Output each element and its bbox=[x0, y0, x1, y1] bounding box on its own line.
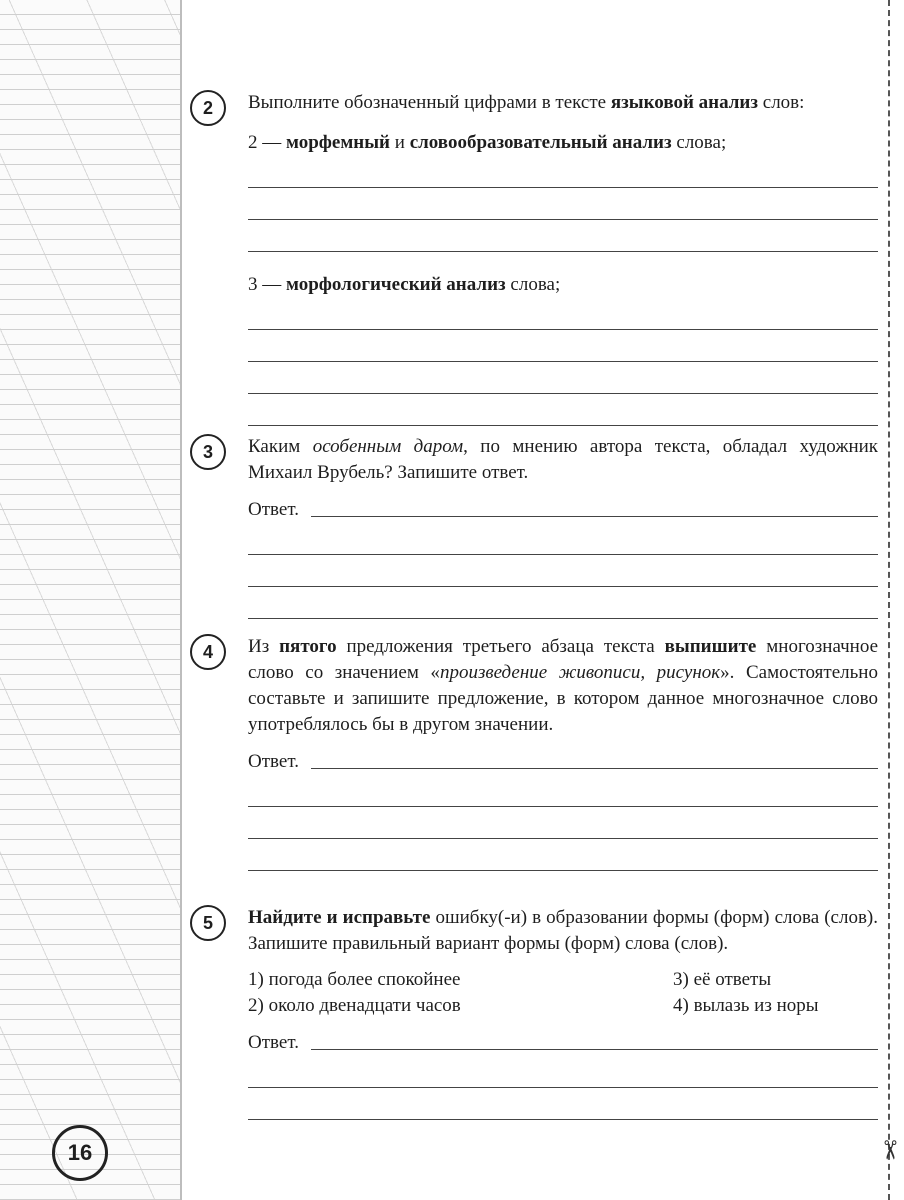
answer-line[interactable] bbox=[248, 1088, 878, 1120]
option-item: 4) вылазь из норы bbox=[673, 995, 819, 1016]
task-2 bbox=[190, 90, 878, 426]
task-number-badge: 4 bbox=[190, 634, 226, 670]
task-5-options bbox=[248, 967, 878, 1019]
answer-line[interactable] bbox=[248, 330, 878, 362]
task-3 bbox=[190, 434, 878, 619]
task-5-instruction: Найдите и исправьте ошибку(-и) в образовании формы (форм) слова (слов). Запишите правильный вариант формы (форм) слова (слов). bbox=[248, 907, 879, 954]
task-2-item-2: 2 — морфемный и словообразовательный анализ слова; bbox=[248, 132, 727, 153]
task-number-badge: 2 bbox=[190, 90, 226, 126]
answer-line[interactable] bbox=[311, 496, 878, 517]
option-item: 2) около двенадцати часов bbox=[248, 995, 461, 1016]
answer-label: Ответ. bbox=[248, 751, 299, 772]
answer-label: Ответ. bbox=[248, 499, 299, 520]
answer-line[interactable] bbox=[248, 1056, 878, 1088]
answer-row[interactable] bbox=[248, 1029, 878, 1056]
option-item: 1) погода более спокойнее bbox=[248, 969, 461, 990]
answer-line[interactable] bbox=[248, 220, 878, 252]
margin-lined-strip bbox=[0, 0, 182, 1200]
answer-line[interactable] bbox=[248, 362, 878, 394]
answer-line[interactable] bbox=[248, 839, 878, 871]
answer-line[interactable] bbox=[311, 748, 878, 769]
answer-line[interactable] bbox=[248, 298, 878, 330]
task-2-item-3: 3 — морфологический анализ слова; bbox=[248, 274, 561, 295]
option-item: 3) её ответы bbox=[673, 969, 772, 990]
task-3-question: Каким особенным даром, по мнению автора текста, обладал художник Михаил Врубель? Запишите ответ. bbox=[248, 436, 879, 483]
answer-line[interactable] bbox=[248, 394, 878, 426]
task-4 bbox=[190, 634, 878, 871]
answer-line[interactable] bbox=[248, 775, 878, 807]
answer-line[interactable] bbox=[248, 807, 878, 839]
answer-label: Ответ. bbox=[248, 1032, 299, 1053]
answer-line[interactable] bbox=[311, 1029, 878, 1050]
task-5 bbox=[190, 905, 878, 1120]
task-number-badge: 3 bbox=[190, 434, 226, 470]
answer-line[interactable] bbox=[248, 587, 878, 619]
page-number: 16 bbox=[52, 1125, 108, 1181]
task-number-badge: 5 bbox=[190, 905, 226, 941]
answer-row[interactable] bbox=[248, 748, 878, 775]
answer-line[interactable] bbox=[248, 555, 878, 587]
answer-row[interactable] bbox=[248, 496, 878, 523]
task-4-instruction: Из пятого предложения третьего абзаца текста выпишите многозначное слово со значением «произведение живописи, рисунок». Самостоятельно составьте и запишите предложение, в котором данное многозначное слово употреблялось бы в другом значении. bbox=[248, 636, 879, 735]
cut-line bbox=[888, 0, 890, 1200]
scissors-icon: ✂ bbox=[874, 1139, 904, 1161]
answer-line[interactable] bbox=[248, 156, 878, 188]
answer-line[interactable] bbox=[248, 188, 878, 220]
answer-line[interactable] bbox=[248, 523, 878, 555]
task-2-instruction: Выполните обозначенный цифрами в тексте языковой анализ слов: bbox=[248, 92, 805, 113]
